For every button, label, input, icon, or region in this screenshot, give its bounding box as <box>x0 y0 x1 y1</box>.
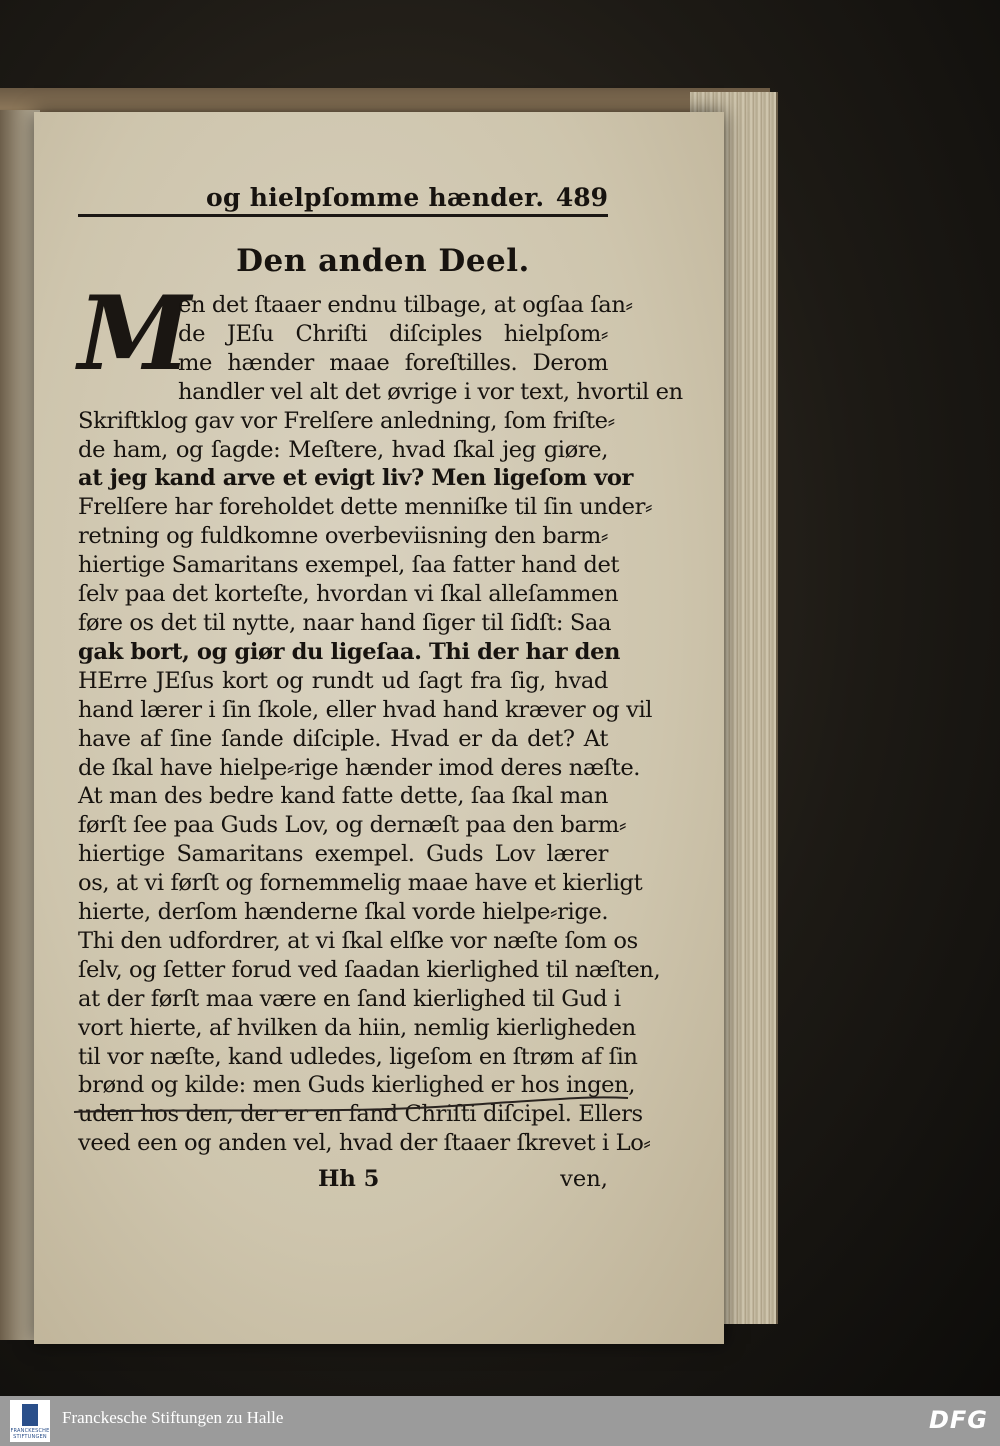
text-line: førſt ſee paa Guds Lov, og dernæſt paa den barm⸗ <box>78 812 627 839</box>
text-line: hand lærer i ſin ſkole, eller hvad hand kræver og vil <box>78 696 653 723</box>
text-line: at der førſt maa være en ſand kierlighed til Gud i <box>78 985 621 1012</box>
page-number: 489 <box>555 183 608 212</box>
text-line: retning og fuldkomne overbeviisning den barm⸗ <box>78 523 608 550</box>
decorated-initial: M <box>78 274 191 394</box>
text-line: Skriftklog gav vor Frelſere anledning, ſom friſte⸗ <box>78 407 615 434</box>
text-line: vort hierte, af hvilken da hiin, nemlig kierligheden <box>78 1014 636 1041</box>
text-line: me hænder maae foreſtilles. Derom <box>178 349 608 376</box>
text-line: ſelv, og ſetter forud ved ſaadan kierlighed til næſten, <box>78 956 661 983</box>
text-line: føre os det til nytte, naar hand ſiger til ſidſt: Saa <box>78 609 612 636</box>
text-line: Frelſere har foreholdet dette menniſke til ſin under⸗ <box>78 494 653 521</box>
institution-name[interactable]: Franckesche Stiftungen zu Halle <box>62 1408 284 1427</box>
viewer-footer-bar <box>0 1396 1000 1446</box>
text-lines <box>78 274 683 1158</box>
running-head <box>78 178 608 217</box>
section-title: Den anden Deel. <box>236 243 530 279</box>
text-line: de ham, og ſagde: Meſtere, hvad ſkal jeg giøre, <box>78 436 608 463</box>
text-line: handler vel alt det øvrige i vor text, hvortil en <box>178 378 683 405</box>
text-line: hiertige Samaritans exempel, ſaa fatter hand det <box>78 552 620 579</box>
text-line: brønd og kilde: men Guds kierlighed er hos ingen, <box>78 1072 636 1099</box>
text-line: de ſkal have hielpe⸗rige hænder imod deres næſte. <box>78 754 641 781</box>
institution-emblem-icon <box>22 1404 38 1426</box>
text-block <box>78 178 683 1194</box>
text-line: hierte, derſom hænderne ſkal vorde hielpe⸗rige. <box>78 899 609 926</box>
dfg-logo[interactable]: DFG <box>928 1406 988 1434</box>
signature-mark: Hh 5 <box>318 1166 380 1193</box>
text-line: de JEſu Chriſti diſciples hielpſom⸗ <box>178 320 608 347</box>
catchword: ven, <box>560 1166 608 1193</box>
text-line: veed een og anden vel, hvad der ſtaaer ſkrevet i Lo⸗ <box>78 1130 651 1157</box>
text-line: en det ſtaaer endnu tilbage, at ogſaa ſan⸗ <box>178 292 633 318</box>
handwritten-underline <box>72 1092 632 1116</box>
text-line: at jeg kand arve et evigt liv? Men ligeſom vor <box>78 465 633 492</box>
text-line: At man des bedre kand fatte dette, ſaa ſkal man <box>78 783 608 810</box>
book-page <box>34 112 724 1344</box>
text-line: hiertige Samaritans exempel. Guds Lov lærer <box>78 841 608 868</box>
text-line: Thi den udfordrer, at vi ſkal elſke vor næſte ſom os <box>78 927 638 954</box>
text-line: uden hos den, der er en ſand Chriſti diſcipel. Ellers <box>78 1101 643 1128</box>
text-line: have af ſine ſande diſciple. Hvad er da det? At <box>78 725 608 752</box>
body-paragraph <box>78 274 683 1158</box>
text-line: HErre JEſus kort og rundt ud ſagt fra ſig, hvad <box>78 667 608 694</box>
page-footer <box>78 1166 608 1194</box>
franckesche-stiftungen-logo[interactable] <box>10 1400 50 1442</box>
text-line: ſelv paa det korteſte, hvordan vi ſkal alleſammen <box>78 581 619 608</box>
text-line: til vor næſte, kand udledes, ligeſom en ſtrøm af ſin <box>78 1043 638 1070</box>
logo-caption: FRANCKESCHE STIFTUNGEN <box>10 1428 50 1440</box>
text-line: gak bort, og giør du ligeſaa. Thi der har den <box>78 638 621 665</box>
text-line: os, at vi førſt og fornemmelig maae have et kierligt <box>78 870 643 897</box>
running-title: og hielpſomme hænder. <box>206 183 545 212</box>
